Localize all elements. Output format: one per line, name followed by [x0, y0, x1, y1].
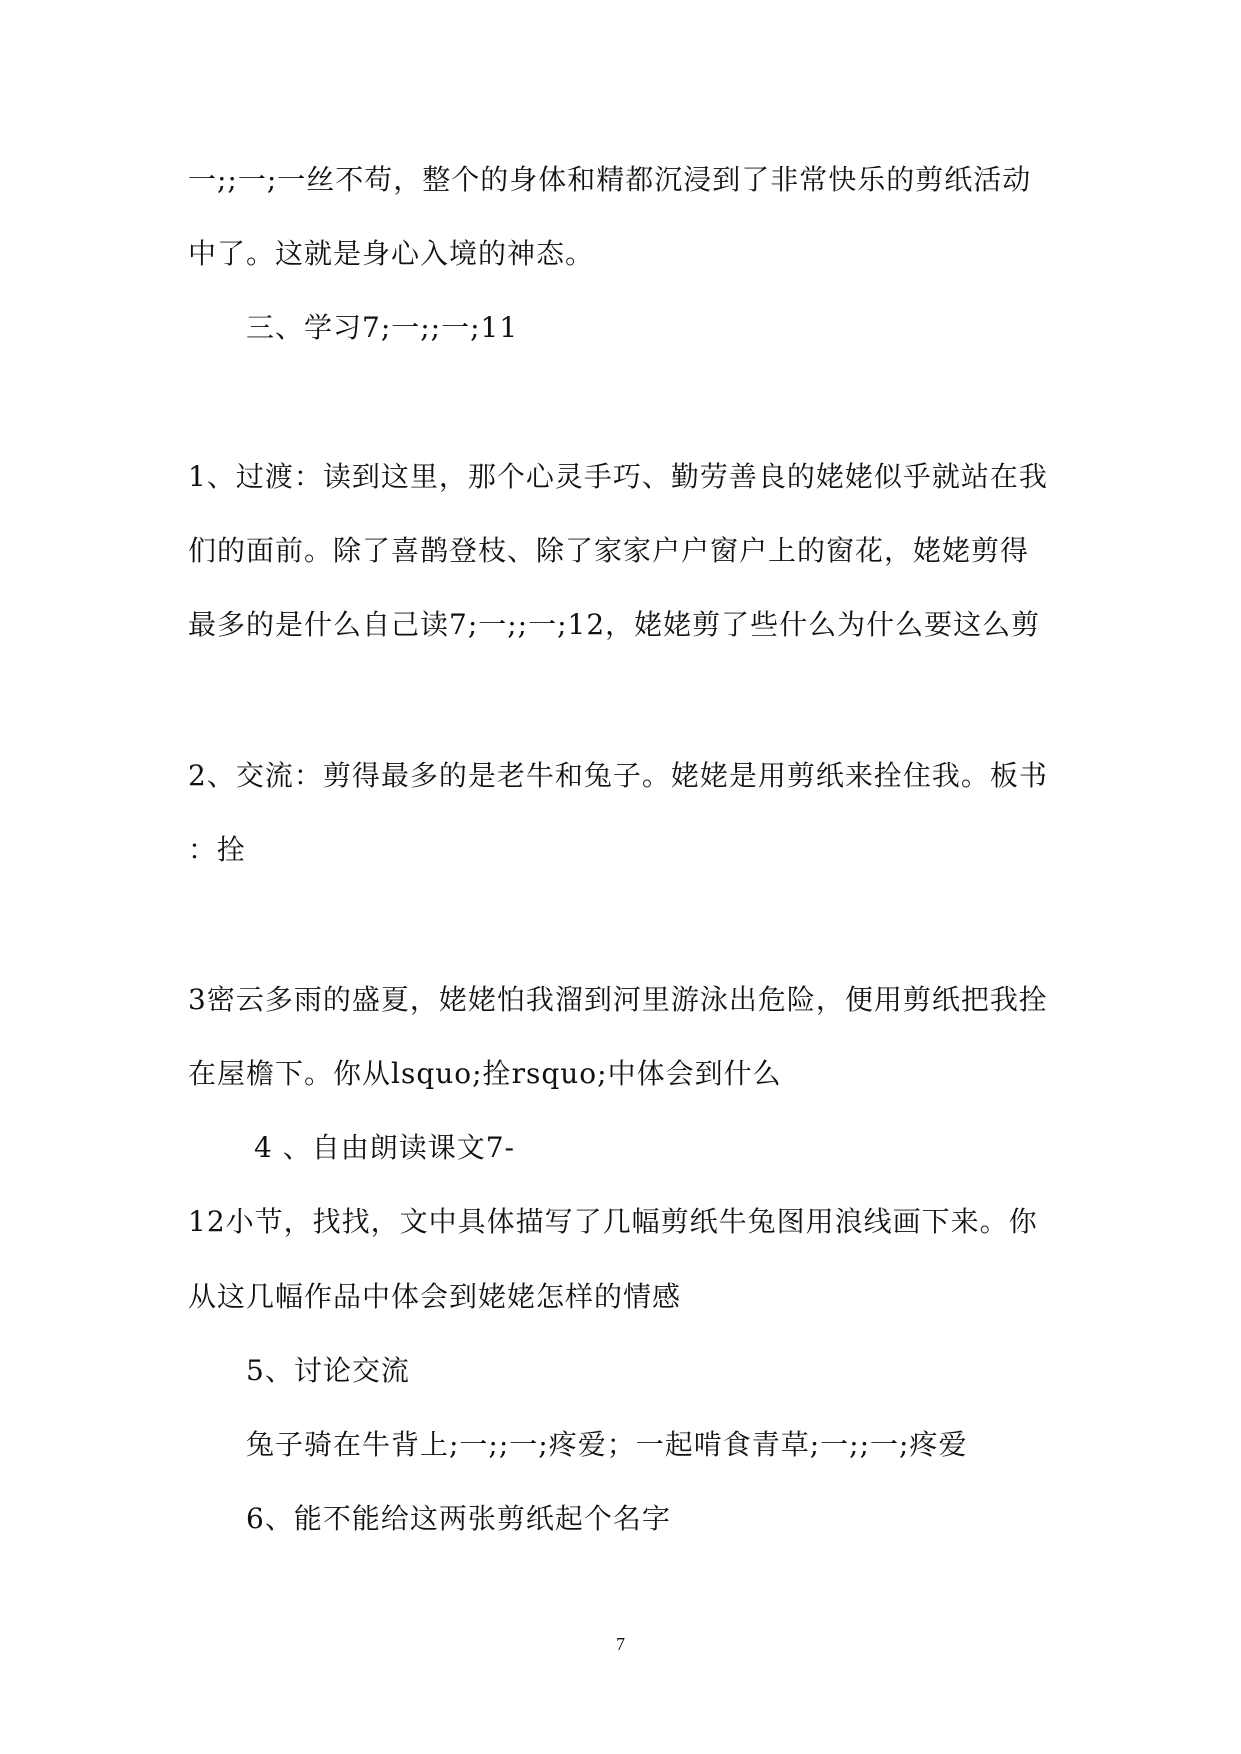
page-number: 7	[616, 1634, 625, 1654]
paragraph-line-1: 一;;一;一丝不苟，整个的身体和精都沉浸到了非常快乐的剪纸活动	[188, 163, 1032, 196]
paragraph-line-8: 3密云多雨的盛夏，姥姥怕我溜到河里游泳出危险，便用剪纸把我拴	[188, 983, 1048, 1016]
paragraph-line-15: 6、能不能给这两张剪纸起个名字	[246, 1502, 671, 1535]
paragraph-line-12: 从这几幅作品中体会到姥姥怎样的情感	[188, 1280, 682, 1313]
paragraph-line-4: 们的面前。除了喜鹊登枝、除了家家户户窗户上的窗花，姥姥剪得	[188, 534, 1030, 567]
paragraph-line-7: ：拴	[188, 833, 247, 866]
paragraph-line-9: 在屋檐下。你从lsquo;拴rsquo;中体会到什么	[188, 1057, 782, 1090]
paragraph-line-14: 兔子骑在牛背上;一;;一;疼爱；一起啃食青草;一;;一;疼爱	[246, 1428, 968, 1461]
paragraph-line-2: 中了。这就是身心入境的神态。	[188, 237, 595, 270]
paragraph-line-10: 4 、自由朗读课文7-	[254, 1131, 515, 1164]
paragraph-line-3: 1、过渡：读到这里，那个心灵手巧、勤劳善良的姥姥似乎就站在我	[188, 460, 1048, 493]
section-heading: 三、学习7;一;;一;11	[246, 311, 519, 344]
paragraph-line-13: 5、讨论交流	[246, 1354, 410, 1387]
paragraph-line-6: 2、交流：剪得最多的是老牛和兔子。姥姥是用剪纸来拴住我。板书	[188, 759, 1048, 792]
paragraph-line-5: 最多的是什么自己读7;一;;一;12，姥姥剪了些什么为什么要这么剪	[188, 608, 1041, 641]
paragraph-line-11: 12小节，找找，文中具体描写了几幅剪纸牛兔图用浪线画下来。你	[188, 1205, 1038, 1238]
